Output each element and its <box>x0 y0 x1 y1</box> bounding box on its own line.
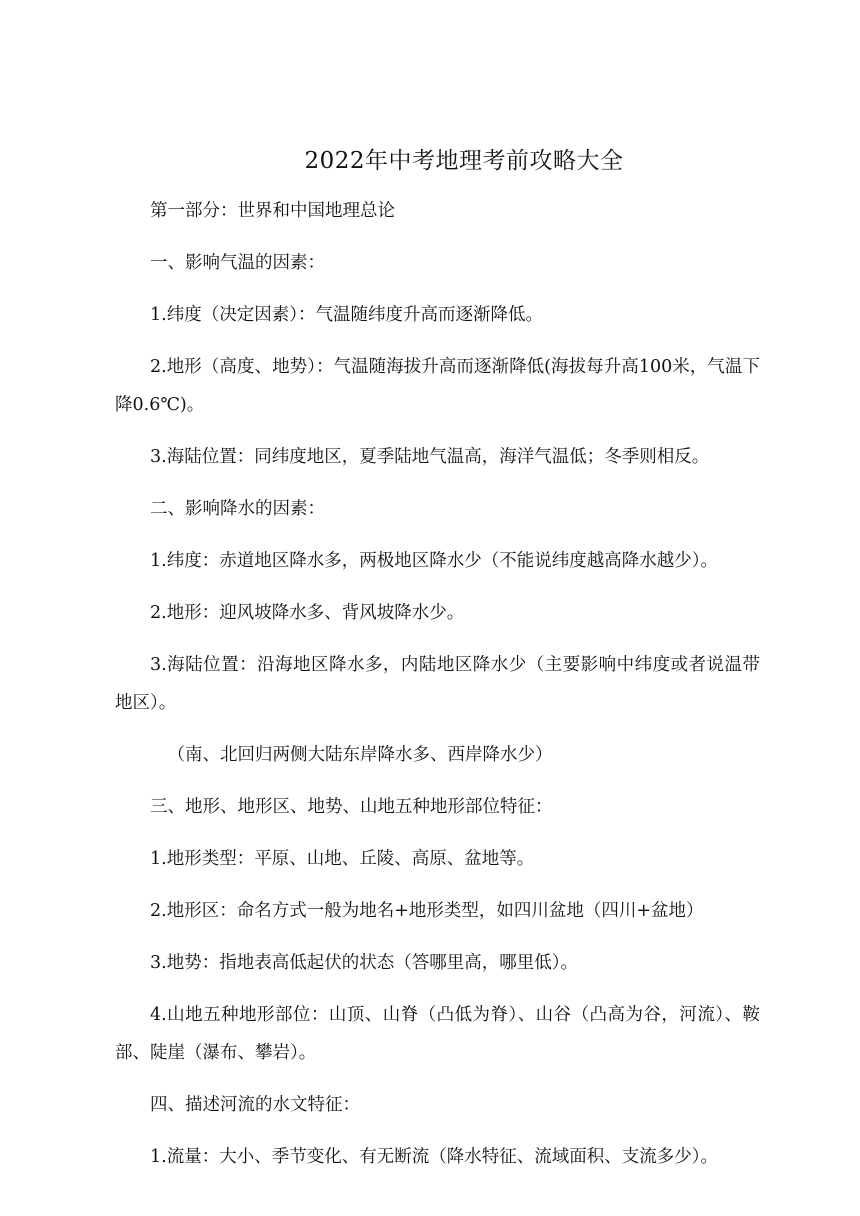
paragraph: 1.纬度（决定因素）：气温随纬度升高而逐渐降低。 <box>150 305 543 325</box>
paragraph: 3.海陆位置：沿海地区降水多，内陆地区降水少（主要影响中纬度或者说温带地区）。 <box>115 655 760 713</box>
paragraph: 1.流量：大小、季节变化、有无断流（降水特征、流域面积、支流多少）。 <box>150 1147 718 1167</box>
paragraph-note: （南、北回归两侧大陆东岸降水多、西岸降水少） <box>167 745 553 765</box>
paragraph: 2.地形区：命名方式一般为地名+地形类型，如四川盆地（四川+盆地） <box>150 901 704 921</box>
paragraph: 3.海陆位置：同纬度地区，夏季陆地气温高，海洋气温低；冬季则相反。 <box>150 447 710 467</box>
subsection-heading: 二、影响降水的因素： <box>150 499 325 519</box>
paragraph: 2.地形（高度、地势）：气温随海拔升高而逐渐降低(海拔每升高100米，气温下降0.6℃)。 <box>115 357 760 415</box>
paragraph: 1.纬度：赤道地区降水多，两极地区降水少（不能说纬度越高降水越少）。 <box>150 551 718 571</box>
subsection-heading: 一、影响气温的因素： <box>150 253 325 273</box>
subsection-heading: 三、地形、地形区、地势、山地五种地形部位特征： <box>150 797 553 817</box>
subsection-heading: 四、描述河流的水文特征： <box>150 1095 360 1115</box>
paragraph: 4.山地五种地形部位：山顶、山脊（凸低为脊）、山谷（凸高为谷，河流）、鞍部、陡崖（瀑布、攀岩）。 <box>115 1005 760 1063</box>
document-title: 2022年中考地理考前攻略大全 <box>304 148 624 174</box>
paragraph: 1.地形类型：平原、山地、丘陵、高原、盆地等。 <box>150 849 535 869</box>
paragraph: 2.地形：迎风坡降水多、背风坡降水少。 <box>150 603 465 623</box>
document-body <box>115 192 760 1190</box>
paragraph: 3.地势：指地表高低起伏的状态（答哪里高，哪里低）。 <box>150 953 578 973</box>
section-heading: 第一部分：世界和中国地理总论 <box>150 201 395 221</box>
